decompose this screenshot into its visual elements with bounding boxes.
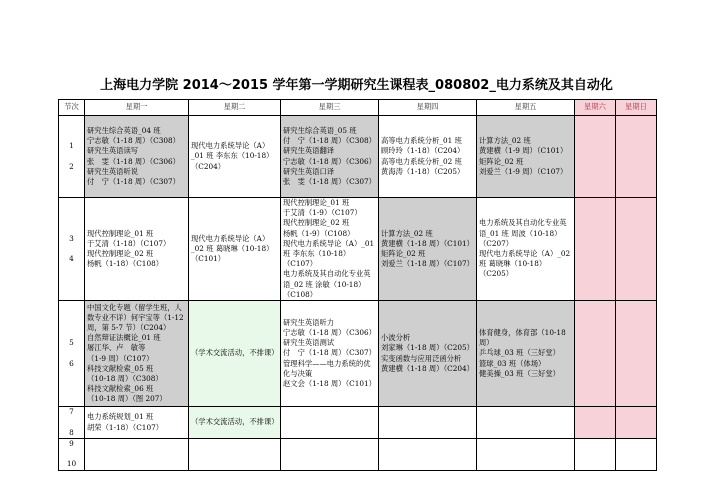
sunday-cell: [616, 198, 657, 301]
saturday-cell: [575, 116, 616, 198]
header-sat: 星期六: [575, 100, 616, 116]
course-cell[interactable]: [379, 439, 477, 471]
course-cell[interactable]: 高等电力系统分析_01 班 顾玲玲（1-18）（C204） 高等电力系统分析_02 班 黄海涛（1-18）（C205）: [379, 116, 477, 198]
header-row: [59, 100, 657, 116]
table-row: [59, 439, 657, 471]
course-cell[interactable]: [379, 407, 477, 439]
period-cell: 7 8: [59, 407, 85, 439]
header-wed: 星期三: [281, 100, 379, 116]
period-cell: 1 2: [59, 116, 85, 198]
header-thu: 星期四: [379, 100, 477, 116]
sunday-cell: [616, 301, 657, 407]
table-row: [59, 407, 657, 439]
header-mon: 星期一: [85, 100, 189, 116]
page-title: 上海电力学院 2014～2015 学年第一学期研究生课程表_080802_电力系统及其自动化: [100, 78, 613, 93]
course-cell[interactable]: 现代控制理论_01 班 于艾清（1-9）（C107） 现代控制理论_02 班 杨帆（1-9）（C108） 现代电力系统导论（A）_01 班 李东东（10-18）（C107） 电力系统及其自动化专业英语_02 班 涂敏（10-18）（C108）: [281, 198, 379, 301]
course-cell[interactable]: [477, 439, 575, 471]
course-cell[interactable]: 体育健身，体育部（10-18 周） 乒乓球_03 班（三好堂） 篮球_03 班（体场） 健美操_03 班（三好堂）: [477, 301, 575, 407]
schedule-table: [58, 99, 657, 471]
course-cell[interactable]: [281, 407, 379, 439]
course-cell[interactable]: 现代控制理论_01 班 于艾清（1-18）（C107） 现代控制理论_02 班 杨帆（1-18）（C108）: [85, 198, 189, 301]
course-cell[interactable]: 研究生英语听力 宁志敏（1-18 周）（C306） 研究生英语测试 付 宁（1-18 周）（C307） 管理科学——电力系统的优化与决策 赵文会（1-18 周）（C101）: [281, 301, 379, 407]
saturday-cell: [575, 407, 616, 439]
period-cell: 3 4: [59, 198, 85, 301]
course-cell[interactable]: [281, 439, 379, 471]
header-period: 节次: [59, 100, 85, 116]
course-cell[interactable]: 小波分析 刘家琳（1-18 周）（C205） 实变函数与应用泛函分析 黄建横（1-18 周）（C204）: [379, 301, 477, 407]
course-cell[interactable]: 计算方法_02 班 黄建横（1-9 周）（C101） 矩阵论_02 班 刘爱兰（1-9 周）（C107）: [477, 116, 575, 198]
period-cell: 9 10: [59, 439, 85, 471]
course-cell[interactable]: 计算方法_02 班 黄建横（1-18 周）（C101） 矩阵论_02 班 刘爱兰（1-18 周）（C107）: [379, 198, 477, 301]
course-cell[interactable]: 现代电力系统导论（A）_02 班 葛晓琳（10-18）（C101）: [189, 198, 281, 301]
course-cell[interactable]: 现代电力系统导论（A）_01 班 李东东（10-18）（C204）: [189, 116, 281, 198]
sunday-cell: [616, 439, 657, 471]
course-cell[interactable]: [85, 439, 189, 471]
saturday-cell: [575, 439, 616, 471]
course-cell[interactable]: （学术交流活动，不排课）: [189, 301, 281, 407]
course-cell[interactable]: 研究生综合英语_04 班 宁志敏（1-18 周）（C308） 研究生英语读写 张 雯（1-18 周）（C306） 研究生英语听说 付 宁（1-18 周）（C307）: [85, 116, 189, 198]
header-fri: 星期五: [477, 100, 575, 116]
saturday-cell: [575, 301, 616, 407]
saturday-cell: [575, 198, 616, 301]
sunday-cell: [616, 116, 657, 198]
course-cell[interactable]: （学术交流活动，不排课）: [189, 407, 281, 439]
course-cell[interactable]: 电力系统规划_01 班 胡荣（1-18）（C107）: [85, 407, 189, 439]
table-row: [59, 116, 657, 198]
sunday-cell: [616, 407, 657, 439]
course-cell[interactable]: [189, 439, 281, 471]
period-cell: 5 6: [59, 301, 85, 407]
course-cell[interactable]: 研究生综合英语_05 班 付 宁（1-18 周）（C308） 研究生英语翻译 宁志敏（1-18 周）（C306） 研究生英语口译 张 雯（1-18 周）（C307）: [281, 116, 379, 198]
course-cell[interactable]: 电力系统及其自动化专业英语_01 班 周波（10-18）（C207） 现代电力系统导论（A）_02 班 葛晓琳（10-18）（C205）: [477, 198, 575, 301]
table-row: [59, 198, 657, 301]
header-tue: 星期二: [189, 100, 281, 116]
course-cell[interactable]: 中国文化专题（留学生班，人数专业不详）何宇宝等（1-12 周，第 5-7 节）（C204） 自然辩证法概论_01 班 屠江华、卢 敏等 （1-9 周）（C107） 科技文献检索_05 班 （10-18 周）（C308） 科技文献检索_06 班 （10-18 周）（图 207）: [85, 301, 189, 407]
table-row: [59, 301, 657, 407]
course-cell[interactable]: [477, 407, 575, 439]
header-sun: 星期日: [616, 100, 657, 116]
